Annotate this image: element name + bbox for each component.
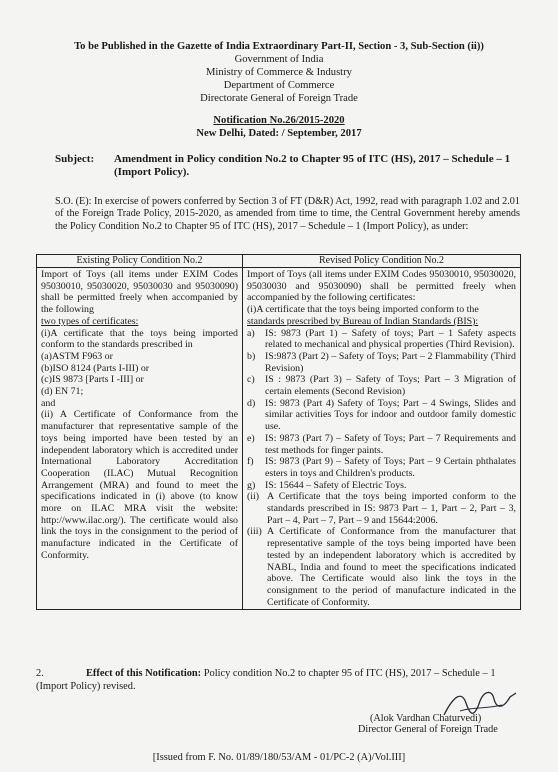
notification-number: Notification No.26/2015-2020 [213, 115, 345, 126]
table-header-row [37, 255, 521, 268]
list-item [247, 480, 516, 492]
existing-standard-d: (d) EN 71; [41, 386, 84, 398]
signatory-name: (Alok Vardhan Chaturvedi) [370, 713, 482, 724]
existing-clause-i: (i)A certificate that the toys being imported conform to the standards prescribed in [41, 327, 238, 351]
existing-clause-ii: (ii) A Certificate of Conformance from the manufacturer that representative sample of the toys being imported have been tested by an independent laboratory which is accredited under International Laboratory Accreditation Cooperation (ILAC) Mutual Recognition Arrangement (MRA) and found to meet the specifications indicated in (i) above (to know more on ILAC MRA visit the website: http://www.ilac.org/). The certificate would also link the toys in the consignment to the period of manufacture indicated in the Certificate of Conformity. [41, 409, 238, 561]
item-marker: (iii) [247, 526, 262, 538]
item-marker: g) [247, 479, 256, 491]
ministry-line: Ministry of Commerce & Industry [206, 67, 352, 78]
item-text: IS: 9873 (Part 4) Safety of Toys; Part – 4 Swings, Slides and similar activities Toys for indoor and outdoor family domestic use. [265, 397, 516, 433]
existing-intro: Import of Toys (all items under EXIM Codes 95030010, 95030020, 95030030 and 95030090) shall be permitted freely when accompanied by the following [41, 269, 238, 316]
list-item [247, 526, 516, 608]
subject-label: Subject: [55, 153, 95, 165]
revised-clause-i-underlined: standards prescribed by Bureau of Indian Standards (BIS): [247, 315, 479, 327]
govt-line: Government of India [234, 54, 324, 65]
existing-intro-underlined: two types of certificates: [41, 315, 139, 327]
place-date: New Delhi, Dated: / September, 2017 [196, 128, 362, 139]
department-line: Department of Commerce [223, 80, 335, 91]
list-item [247, 328, 516, 351]
item-text: IS: 9873 (Part 7) – Safety of Toys; Part – 7 Requirements and test methods for finger paints. [265, 432, 516, 456]
policy-comparison-table [36, 254, 521, 610]
effect-label: Effect of this Notification: [86, 668, 202, 679]
list-item [247, 398, 516, 433]
item-marker: d) [247, 397, 256, 409]
item-marker: b) [247, 350, 256, 362]
existing-condition-cell [37, 268, 243, 610]
effect-text: Policy condition No.2 to chapter 95 of ITC (HS), 2017 – Schedule – 1 (Import Policy) revised. [36, 668, 496, 692]
existing-and: and [41, 397, 56, 409]
directorate-line: Directorate General of Foreign Trade [200, 93, 358, 104]
existing-standard-b: (b)ISO 8124 (Parts I-III) or [41, 362, 150, 374]
item-marker: (ii) [247, 491, 260, 503]
table-row [37, 268, 521, 610]
revised-condition-cell [243, 268, 521, 610]
item-marker: c) [247, 374, 255, 386]
list-item [247, 433, 516, 456]
list-item [247, 491, 516, 526]
existing-standard-c: (c)IS 9873 [Parts I -III] or [41, 374, 144, 386]
effect-number: 2. [36, 668, 44, 679]
list-item [247, 456, 516, 479]
subject-text: Amendment in Policy condition No.2 to Chapter 95 of ITC (HS), 2017 – Schedule – 1 (Import Policy). [114, 153, 511, 178]
item-text: A Certificate of Conformance from the manufacturer that representative sample of the toys being imported have been tested by an independent laboratory which is accredited by NABL, India and found to meet the specifications indicated above. The Certificate would also link the toys in the consignment to the period of manufacture indicated in the Certificate of Conformity. [267, 526, 516, 608]
list-item [247, 374, 516, 397]
item-text: IS: 9873 (Part 1) – Safety of toys; Part – 1 Safety aspects related to mechanical and physical properties (Third Revision). [265, 327, 516, 351]
item-marker: e) [247, 432, 255, 444]
gazette-publication-line: To be Published in the Gazette of India Extraordinary Part-II, Section - 3, Sub-Section (ii)) [74, 41, 484, 52]
revised-intro: Import of Toys (all items under EXIM Codes 95030010, 95030020, 95030030 and 95030090) shall be permitted freely when accompanied by the following certificates: [247, 269, 516, 304]
list-item [247, 351, 516, 374]
file-reference: [Issued from F. No. 01/89/180/53/AM - 01/PC-2 (A)/Vol.III] [152, 752, 406, 763]
item-marker: f) [247, 456, 254, 468]
revised-clause-i: (i)A certificate that the toys being imported conform to the [247, 304, 479, 316]
existing-column-header: Existing Policy Condition No.2 [37, 255, 243, 268]
item-text: IS: 9873 (Part 9) – Safety of Toys; Part – 9 Certain phthalates esters in toys and Children's products. [265, 456, 516, 479]
signatory-title: Director General of Foreign Trade [358, 724, 498, 735]
item-text: IS: 15644 – Safety of Electric Toys. [265, 479, 407, 491]
item-text: IS:9873 (Part 2) – Safety of Toys; Part – 2 Flammability (Third Revision) [265, 350, 516, 374]
item-marker: a) [247, 327, 255, 339]
item-text: A Certificate that the toys being imported conform to the standards prescribed in IS: 9873 Part – 1, Part – 2, Part – 3, Part – 4, Part – 7, Part – 9 and 15644:2006. [267, 491, 516, 526]
item-text: IS : 9873 (Part 3) – Safety of Toys; Part – 3 Migration of certain elements (Second Revision) [265, 374, 516, 398]
existing-standard-a: (a)ASTM F963 or [41, 350, 113, 362]
revised-column-header: Revised Policy Condition No.2 [243, 255, 521, 268]
so-paragraph: S.O. (E): In exercise of powers conferred by Section 3 of FT (D&R) Act, 1992, read with paragraph 1.02 and 2.01 of the Foreign Trade Policy, 2015-2020, as amended from time to time, the Central Government hereby amends the Policy Condition No.2 to Chapter 95 of ITC (HS), 2017 – Schedule – 1 (Import Policy), as under: [55, 196, 520, 232]
